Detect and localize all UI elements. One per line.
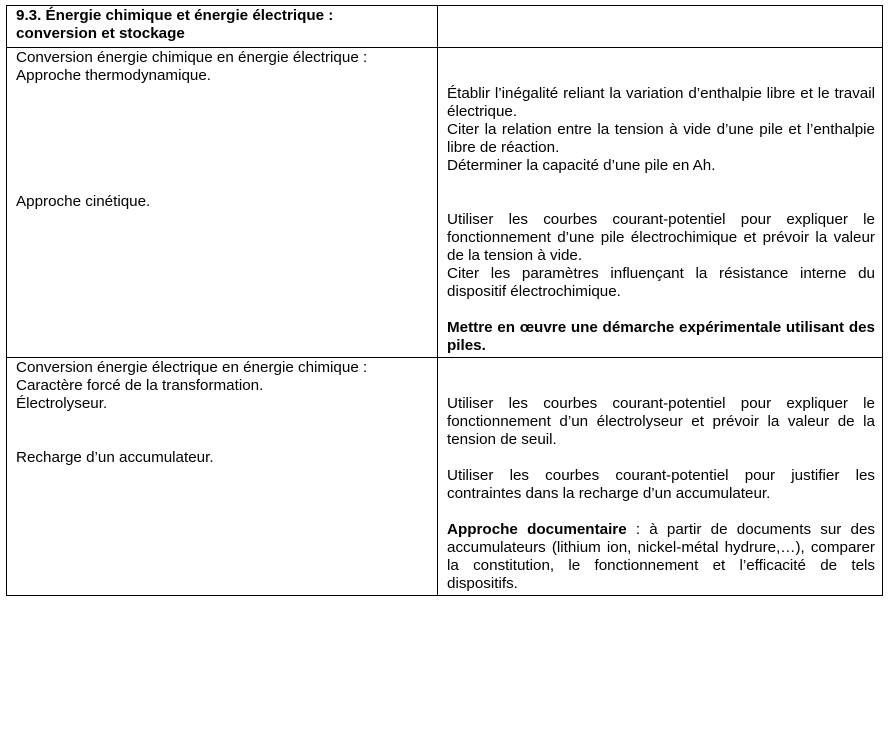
table-row xyxy=(7,48,883,358)
section-title-line2: conversion et stockage xyxy=(16,25,185,42)
documentary-approach-label: Approche documentaire xyxy=(447,521,627,538)
section-title-line1: 9.3. Énergie chimique et énergie électrique : xyxy=(16,7,334,24)
capacity-item: Citer les paramètres influençant la résistance interne du dispositif électrochimique. xyxy=(447,265,875,300)
experimental-capacity: Mettre en œuvre une démarche expérimentale utilisant des piles. xyxy=(447,319,875,354)
notion-item: Recharge d’un accumulateur. xyxy=(16,449,214,466)
section-title xyxy=(16,7,430,43)
notion-heading: Conversion énergie électrique en énergie chimique : xyxy=(16,359,368,376)
capacities-cell-electric-to-chemical xyxy=(438,358,883,596)
capacity-item: Utiliser les courbes courant-potentiel pour expliquer le fonctionnement d’une pile électrochimique et prévoir la valeur de la tension à vide. xyxy=(447,211,875,264)
section-title-cell xyxy=(7,6,438,48)
documentary-approach xyxy=(447,521,875,593)
curriculum-table xyxy=(6,5,883,596)
documentary-approach-text: : à partir de documents sur des accumulateurs (lithium ion, nickel-métal hydrure,…), comparer la constitution, le fonctionnement et l’efficacité de tels dispositifs. xyxy=(447,521,875,592)
capacity-item: Utiliser les courbes courant-potentiel pour expliquer le fonctionnement d’un électrolyseur et prévoir la valeur de la tension de seuil. xyxy=(447,395,875,448)
table-row xyxy=(7,6,883,48)
notion-item: Électrolyseur. xyxy=(16,395,108,412)
empty-header-cell xyxy=(438,6,883,48)
capacity-item: Citer la relation entre la tension à vide d’une pile et l’enthalpie libre de réaction. xyxy=(447,121,875,156)
capacity-item: Déterminer la capacité d’une pile en Ah. xyxy=(447,157,716,174)
capacity-item: Établir l’inégalité reliant la variation d’enthalpie libre et le travail électrique. xyxy=(447,85,875,120)
table-row xyxy=(7,358,883,596)
notion-heading: Conversion énergie chimique en énergie électrique : xyxy=(16,49,368,66)
notion-item: Approche cinétique. xyxy=(16,193,151,210)
notions-cell-chemical-to-electric xyxy=(7,48,438,358)
capacities-cell-chemical-to-electric xyxy=(438,48,883,358)
capacity-item: Utiliser les courbes courant-potentiel pour justifier les contraintes dans la recharge d’un accumulateur. xyxy=(447,467,875,502)
notion-item: Approche thermodynamique. xyxy=(16,67,212,84)
notion-item: Caractère forcé de la transformation. xyxy=(16,377,264,394)
notions-cell-electric-to-chemical xyxy=(7,358,438,596)
